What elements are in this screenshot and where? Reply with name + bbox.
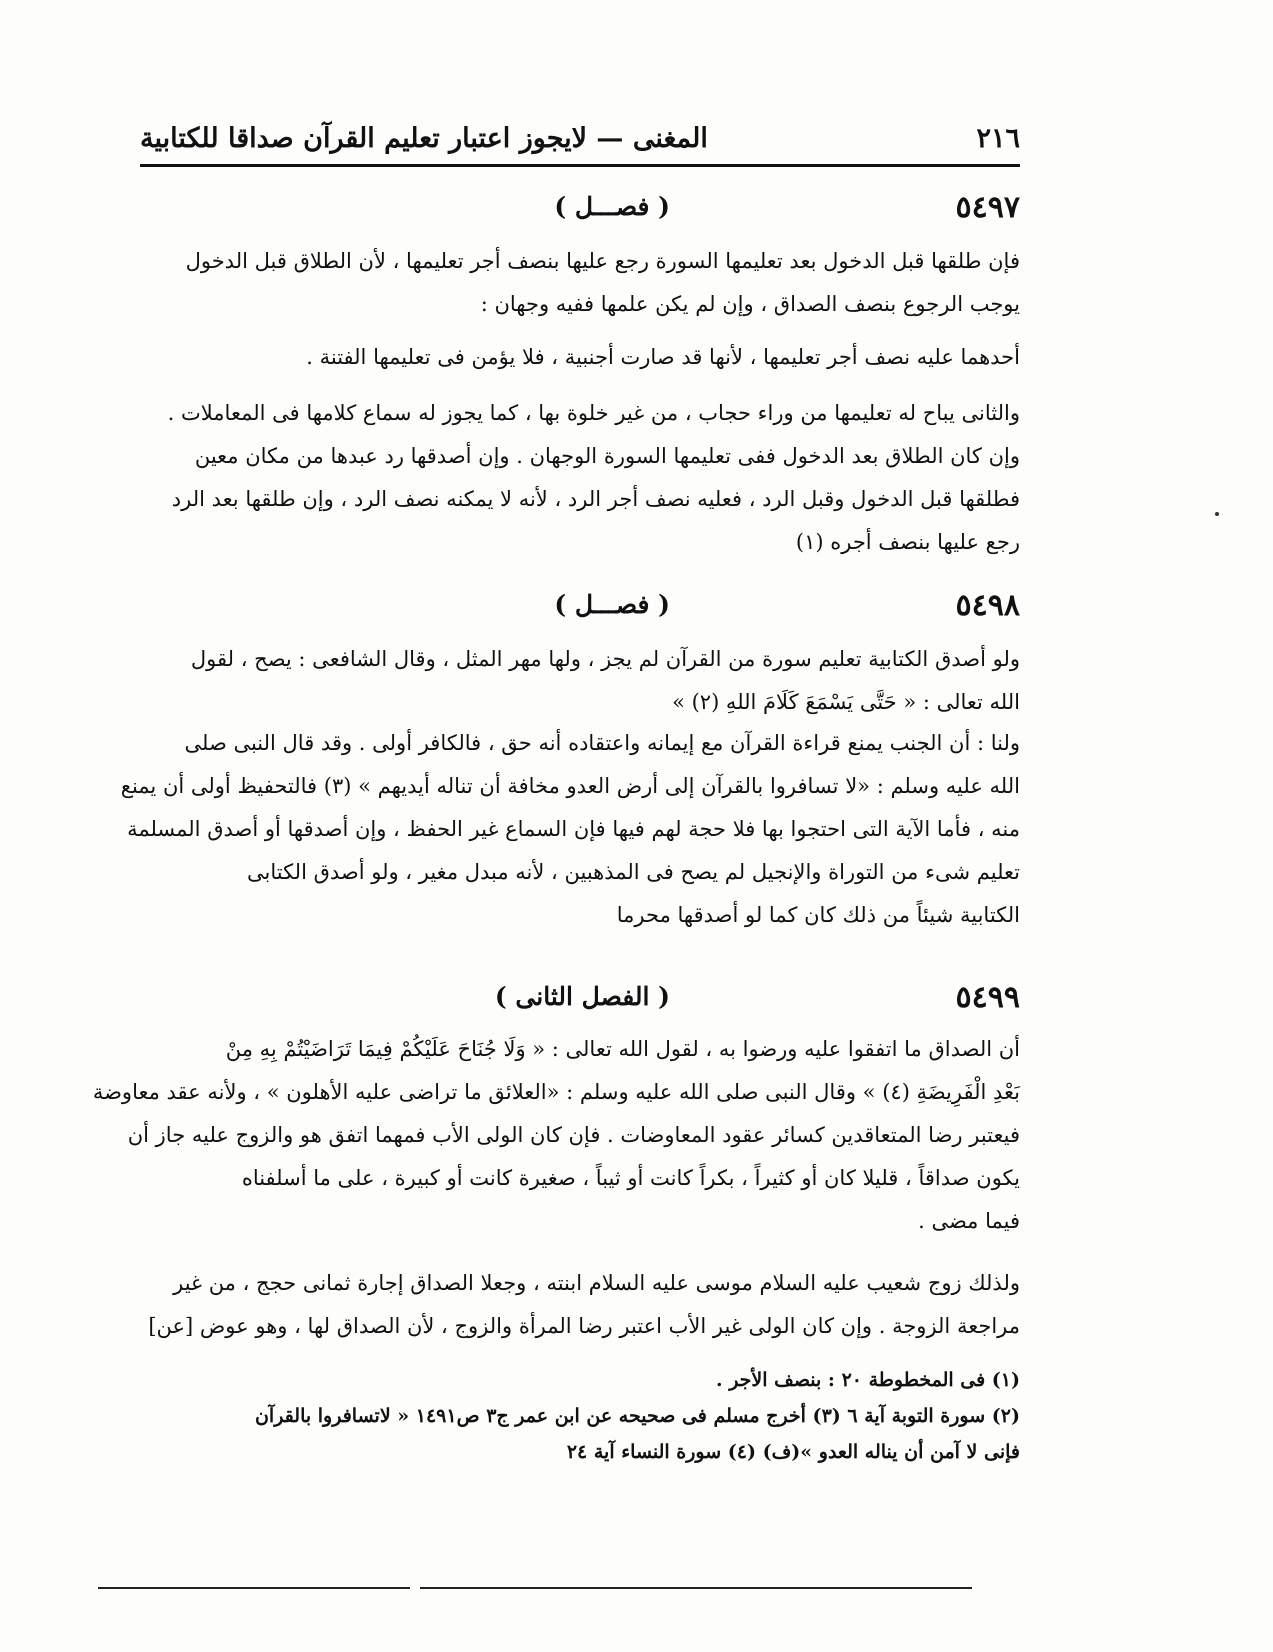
text-line: منه ، فأما الآية التى احتجوا بها فلا حجة لهم فيها فإن السماع غير الحفظ ، وإن أصدقها أو أصدق المسلمة	[127, 817, 1020, 841]
text-line: الله تعالى : « حَتَّى يَسْمَعَ كَلَامَ اللهِ (٢) »	[672, 690, 1020, 714]
text-line: ولذلك زوج شعيب عليه السلام موسى عليه السلام ابنته ، وجعلا الصداق إجارة ثمانى حجج ، من غير	[173, 1271, 1020, 1295]
section-heading-row	[140, 980, 1020, 1024]
header-rule	[140, 164, 1020, 167]
section-number: ٥٤٩٧	[955, 190, 1020, 225]
text-line: رجع عليها بنصف أجره (١)	[795, 530, 1020, 554]
section-number: ٥٤٩٩	[955, 980, 1020, 1015]
text-line: يكون صداقاً ، قليلا كان أو كثيراً ، بكراً كانت أو ثيباً ، صغيرة كانت أو كبيرة ، على ما أسلفناه	[241, 1166, 1020, 1190]
text-line: وإن كان الطلاق بعد الدخول ففى تعليمها السورة الوجهان . وإن أصدقها رد عبدها من مكان معين	[194, 444, 1020, 468]
page-number: ٢١٦	[976, 122, 1020, 154]
footnote: فإنى لا آمن أن يناله العدو »(ف) (٤) سورة النساء آية ٢٤	[566, 1441, 1020, 1463]
section-heading-row	[140, 190, 1020, 234]
footnote: (٢) سورة التوبة آية ٦ (٣) أخرج مسلم فى صحيحه عن ابن عمر ج٣ ص١٤٩١ « لاتسافروا بالقرآن	[254, 1405, 1020, 1427]
text-line: أن الصداق ما اتفقوا عليه ورضوا به ، لقول الله تعالى : « وَلَا جُنَاحَ عَلَيْكُمْ فِيمَا تَرَاضَيْتُمْ بِهِ مِنْ	[225, 1037, 1020, 1061]
paragraph	[150, 336, 1020, 379]
section-number: ٥٤٩٨	[955, 588, 1020, 623]
paragraph	[150, 240, 1020, 326]
text-line: الكتابية شيئاً من ذلك كان كما لو أصدقها محرما	[616, 903, 1020, 927]
bottom-rule	[98, 1587, 410, 1589]
section-heading: ( فصـــل )	[554, 590, 670, 619]
footnote: (١) فى المخطوطة ٢٠ : بنصف الأجر .	[715, 1369, 1020, 1391]
text-line: بَعْدِ الْفَرِيضَةِ (٤) » وقال النبى صلى الله عليه وسلم : «العلائق ما تراضى عليه الأهلون » ، ولأنه عقد معاوضة	[92, 1080, 1020, 1104]
footnotes	[150, 1362, 1020, 1470]
paragraph	[92, 1028, 1020, 1243]
text-line: فإن طلقها قبل الدخول بعد تعليمها السورة رجع عليها بنصف أجر تعليمها ، لأن الطلاق قبل الدخول	[185, 249, 1020, 273]
text-line: فيما مضى .	[918, 1209, 1020, 1233]
section-heading: ( فصـــل )	[554, 192, 670, 221]
text-line: فطلقها قبل الدخول وقبل الرد ، فعليه نصف أجر الرد ، لأنه لا يمكنه نصف الرد ، وإن طلقها بعد الرد	[171, 487, 1020, 511]
text-line: ولنا : أن الجنب يمنع قراءة القرآن مع إيمانه واعتقاده أنه حق ، فالكافر أولى . وقد قال النبى صلى	[184, 731, 1020, 755]
running-header	[140, 108, 1020, 168]
scan-speck	[1215, 512, 1219, 516]
text-line: أحدهما عليه نصف أجر تعليمها ، لأنها قد صارت أجنبية ، فلا يؤمن فى تعليمها الفتنة .	[306, 345, 1020, 369]
text-line: فيعتبر رضا المتعاقدين كسائر عقود المعاوضات . فإن كان الولى الأب فمهما اتفق هو والزوج عليه جاز أن	[127, 1123, 1020, 1147]
bottom-rule	[420, 1587, 972, 1589]
running-title: المغنى — لايجوز اعتبار تعليم القرآن صداقا للكتابية	[140, 122, 708, 154]
text-line: تعليم شىء من التوراة والإنجيل لم يصح فى المذهبين ، لأنه مبدل مغير ، ولو أصدق الكتابى	[247, 860, 1020, 884]
text-line: مراجعة الزوجة . وإن كان الولى غير الأب اعتبر رضا المرأة والزوج ، لأن الصداق لها ، وهو عوض [عن]	[148, 1314, 1020, 1338]
text-line: الله عليه وسلم : «لا تسافروا بالقرآن إلى أرض العدو مخافة أن تناله أيديهم » (٣) فالتحفيظ أولى أن يمنع	[120, 774, 1020, 798]
paragraph	[150, 638, 1020, 724]
paragraph	[150, 392, 1020, 564]
text-line: ولو أصدق الكتابية تعليم سورة من القرآن لم يجز ، ولها مهر المثل ، وقال الشافعى : يصح ، لقول	[190, 647, 1020, 671]
paragraph	[150, 1262, 1020, 1348]
paragraph	[120, 722, 1020, 937]
section-heading: ( الفصل الثانى )	[494, 982, 670, 1011]
text-line: والثانى يباح له تعليمها من وراء حجاب ، من غير خلوة بها ، كما يجوز له سماع كلامها فى المعاملات .	[167, 401, 1020, 425]
section-heading-row	[140, 588, 1020, 632]
text-line: يوجب الرجوع بنصف الصداق ، وإن لم يكن علمها ففيه وجهان :	[480, 292, 1020, 316]
